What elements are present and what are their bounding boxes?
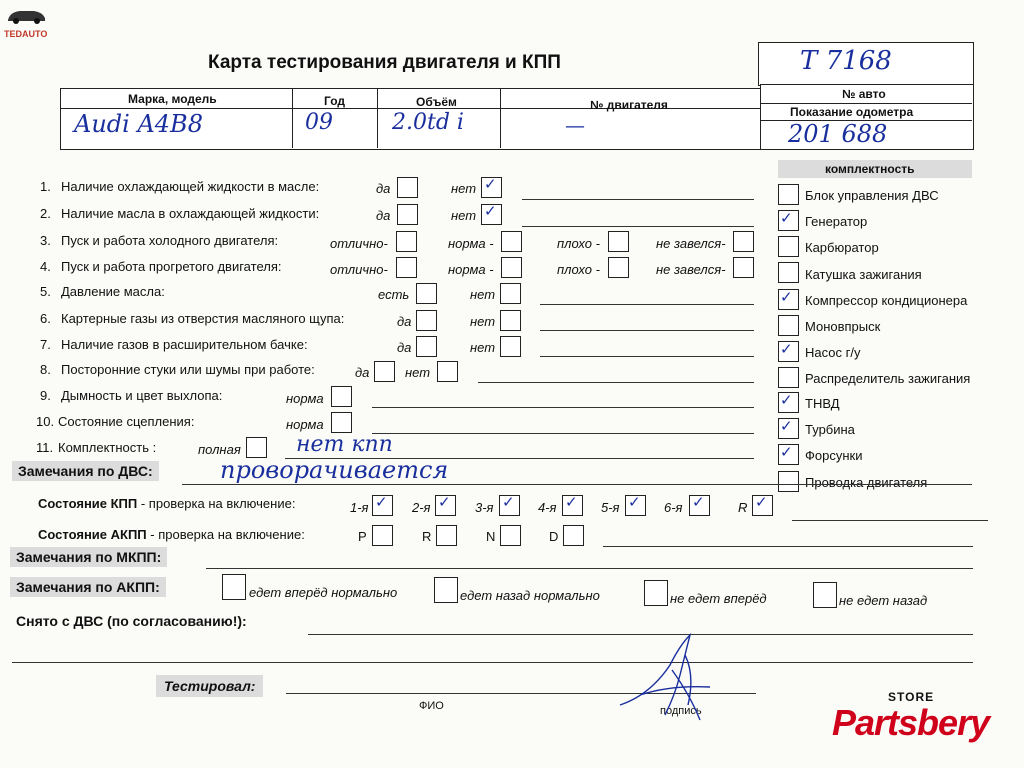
remark-line [540, 356, 754, 357]
question-text: Пуск и работа прогретого двигателя: [61, 259, 282, 274]
remark-line [372, 433, 754, 434]
akpp-option-checkbox[interactable] [434, 577, 458, 603]
car-icon [4, 6, 48, 26]
akpp-mode-checkbox[interactable] [563, 525, 584, 546]
option-label: отлично- [330, 262, 388, 277]
option-checkbox[interactable] [397, 204, 418, 225]
check-mark-icon: ✓ [484, 175, 497, 193]
akpp-option-label: не едет вперёд [670, 591, 767, 606]
question-text: Наличие газов в расширительном бачке: [61, 337, 308, 352]
gear-label: 5-я [601, 500, 620, 515]
kpp-state-title: Состояние КПП [38, 496, 138, 511]
check-mark-icon: ✓ [375, 493, 388, 511]
gear-label: 3-я [475, 500, 494, 515]
question-number: 2. [40, 206, 51, 221]
question-number: 3. [40, 233, 51, 248]
remark-line [540, 304, 754, 305]
completeness-item-label: Генератор [805, 214, 868, 229]
completeness-item-label: Блок управления ДВС [805, 188, 939, 203]
akpp-state-suffix: - проверка на включение: [146, 527, 305, 542]
gear-label: 1-я [350, 500, 369, 515]
check-mark-icon: ✓ [780, 417, 793, 435]
option-label: норма - [448, 262, 494, 277]
option-label: отлично- [330, 236, 388, 251]
remark-line [372, 407, 754, 408]
partsbery-label: Partsbery [832, 702, 990, 743]
question-number: 7. [40, 337, 51, 352]
option-label: норма [286, 391, 324, 406]
completeness-item-label: ТНВД [805, 396, 840, 411]
completeness-title: комплектность [825, 162, 915, 176]
completeness-checkbox[interactable] [778, 262, 799, 283]
option-checkbox[interactable] [396, 257, 417, 278]
car-id-value: T 7168 [800, 46, 892, 76]
akpp-state-title: Состояние АКПП [38, 527, 147, 542]
form-title: Карта тестирования двигателя и КПП [208, 52, 561, 73]
remark-line [540, 330, 754, 331]
engine-number-label: № двигателя [590, 98, 668, 112]
check-mark-icon: ✓ [565, 493, 578, 511]
signature-label: подпись [660, 705, 702, 717]
akpp-mode-checkbox[interactable] [500, 525, 521, 546]
option-label: плохо - [557, 262, 600, 277]
gear-label: 2-я [412, 500, 431, 515]
volume-value: 2.0td i [392, 110, 464, 135]
option-checkbox[interactable] [416, 283, 437, 304]
option-label: нет [405, 365, 431, 380]
akpp-option-label: не едет назад [839, 593, 928, 608]
akpp-mode-label: P [358, 529, 367, 544]
completeness-checkbox[interactable] [778, 236, 799, 257]
check-mark-icon: ✓ [755, 493, 768, 511]
akpp-mode-label: R [422, 529, 432, 544]
akpp-mode-checkbox[interactable] [436, 525, 457, 546]
completeness-item-label: Насос г/у [805, 345, 861, 360]
option-label: плохо - [557, 236, 600, 251]
option-label: не завелся- [656, 236, 726, 251]
tested-by-label: Тестировал: [156, 675, 263, 697]
option-checkbox[interactable] [246, 437, 267, 458]
gear-label: 6-я [664, 500, 683, 515]
option-checkbox[interactable] [501, 257, 522, 278]
completeness-item-label: Катушка зажигания [805, 267, 922, 282]
kpp-state-suffix: - проверка на включение: [137, 496, 296, 511]
option-checkbox[interactable] [500, 336, 521, 357]
dvs-remarks-label: Замечания по ДВС: [12, 461, 159, 481]
akpp-option-label: едет назад нормально [460, 588, 600, 603]
question-text: Давление масла: [61, 284, 165, 299]
completeness-handwritten-note: нет кпп [296, 432, 393, 457]
remark-line [478, 382, 754, 383]
akpp-remarks-label: Замечания по АКПП: [10, 577, 166, 597]
question-number: 11. [36, 440, 54, 455]
option-label: полная [198, 442, 241, 457]
akpp-mode-label: N [486, 529, 496, 544]
option-checkbox[interactable] [397, 177, 418, 198]
gear-label: R [738, 500, 748, 515]
question-text: Наличие охлаждающей жидкости в масле: [61, 179, 320, 194]
check-mark-icon: ✓ [780, 288, 793, 306]
remark-line [12, 662, 973, 663]
remark-line [206, 568, 973, 569]
option-label: нет [470, 314, 496, 329]
fio-label: ФИО [419, 700, 444, 712]
question-number: 5. [40, 284, 51, 299]
completeness-item-label: Моновпрыск [805, 319, 881, 334]
remark-line [522, 199, 754, 200]
completeness-item-label: Карбюратор [805, 240, 879, 255]
question-text: Пуск и работа холодного двигателя: [61, 233, 279, 248]
akpp-option-label: едет вперёд нормально [249, 585, 398, 600]
odometer-value: 201 688 [788, 120, 888, 148]
make-model-value: Audi A4B8 [74, 110, 203, 138]
odometer-label: Показание одометра [790, 105, 914, 119]
question-number: 9. [40, 388, 51, 403]
remark-line [603, 546, 973, 547]
akpp-option-checkbox[interactable] [813, 582, 837, 608]
option-label: да [397, 340, 412, 355]
completeness-checkbox[interactable] [778, 315, 799, 336]
kpp-state-label [38, 496, 295, 511]
question-number: 6. [40, 311, 51, 326]
check-mark-icon: ✓ [780, 391, 793, 409]
year-label: Год [324, 94, 345, 108]
removed-from-dvs-label: Снято с ДВС (по согласованию!): [16, 613, 247, 629]
auto-number-label: № авто [842, 87, 886, 101]
akpp-mode-checkbox[interactable] [372, 525, 393, 546]
option-checkbox[interactable] [501, 231, 522, 252]
question-text: Посторонние стуки или шумы при работе: [61, 362, 315, 377]
completeness-item-label: Распределитель зажигания [805, 371, 971, 386]
option-label: нет [451, 208, 477, 223]
option-checkbox[interactable] [733, 257, 754, 278]
option-label: да [376, 208, 391, 223]
completeness-item-label: Форсунки [805, 448, 863, 463]
option-checkbox[interactable] [608, 231, 629, 252]
completeness-item-label: Проводка двигателя [805, 475, 928, 490]
question-text: Дымность и цвет выхлопа: [61, 388, 223, 403]
akpp-option-checkbox[interactable] [644, 580, 668, 606]
option-checkbox[interactable] [437, 361, 458, 382]
option-checkbox[interactable] [331, 412, 352, 433]
akpp-mode-label: D [549, 529, 559, 544]
remark-line [792, 520, 988, 521]
option-checkbox[interactable] [608, 257, 629, 278]
option-checkbox[interactable] [416, 336, 437, 357]
completeness-item-label: Турбина [805, 422, 855, 437]
check-mark-icon: ✓ [502, 493, 515, 511]
mkpp-remarks-label: Замечания по МКПП: [10, 547, 167, 567]
option-label: да [376, 181, 391, 196]
completeness-checkbox[interactable] [778, 184, 799, 205]
question-text: Наличие масла в охлаждающей жидкости: [61, 206, 320, 221]
check-mark-icon: ✓ [780, 443, 793, 461]
question-number: 1. [40, 179, 51, 194]
question-text: Состояние сцепления: [58, 414, 195, 429]
akpp-state-label [38, 527, 305, 542]
engine-number-value: — [565, 113, 585, 137]
check-mark-icon: ✓ [628, 493, 641, 511]
completeness-item-label: Компрессор кондиционера [805, 293, 968, 308]
check-mark-icon: ✓ [780, 209, 793, 227]
make-model-label: Марка, модель [128, 92, 217, 106]
tedauto-logo [4, 6, 48, 39]
option-label: есть [378, 287, 410, 302]
remark-line [522, 226, 754, 227]
year-value: 09 [305, 110, 333, 135]
dvs-remarks-handwritten: проворачивается [220, 456, 449, 484]
option-label: да [355, 365, 370, 380]
question-text: Картерные газы из отверстия масляного щупа: [61, 311, 345, 326]
option-label: нет [470, 340, 496, 355]
option-checkbox[interactable] [374, 361, 395, 382]
option-label: нет [470, 287, 496, 302]
question-number: 8. [40, 362, 51, 377]
completeness-checkbox[interactable] [778, 367, 799, 388]
completeness-checkbox[interactable] [778, 471, 799, 492]
check-mark-icon: ✓ [484, 202, 497, 220]
tedauto-logo-text: TEDAUTO [4, 29, 48, 39]
remark-line [182, 484, 972, 485]
option-checkbox[interactable] [416, 310, 437, 331]
akpp-option-checkbox[interactable] [222, 574, 246, 600]
check-mark-icon: ✓ [438, 493, 451, 511]
question-number: 10. [36, 414, 55, 429]
option-label: не завелся- [656, 262, 726, 277]
option-checkbox[interactable] [331, 386, 352, 407]
question-number: 4. [40, 259, 51, 274]
check-mark-icon: ✓ [780, 340, 793, 358]
option-label: да [397, 314, 412, 329]
store-label: STORE [888, 690, 935, 704]
option-checkbox[interactable] [500, 310, 521, 331]
gear-label: 4-я [538, 500, 557, 515]
option-label: норма - [448, 236, 494, 251]
question-text: Комплектность : [58, 440, 157, 455]
check-mark-icon: ✓ [692, 493, 705, 511]
volume-label: Объём [416, 95, 457, 109]
option-label: норма [286, 417, 324, 432]
option-label: нет [451, 181, 477, 196]
signature-scribble [610, 625, 730, 725]
option-checkbox[interactable] [396, 231, 417, 252]
option-checkbox[interactable] [733, 231, 754, 252]
option-checkbox[interactable] [500, 283, 521, 304]
